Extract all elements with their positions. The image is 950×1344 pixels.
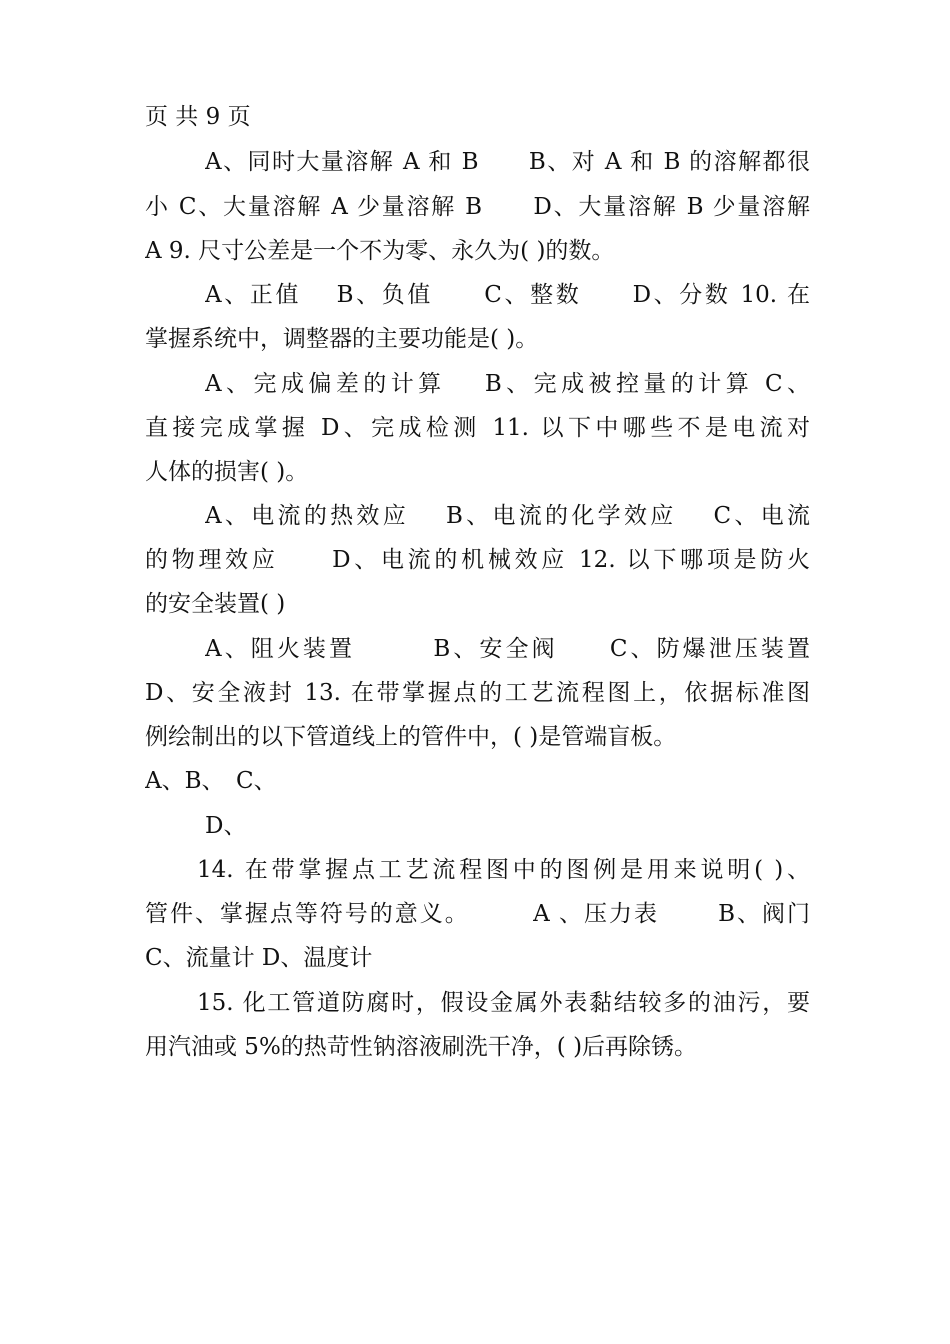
text-line-q11-question: 人体的损害( )。 xyxy=(145,459,309,485)
text-line-q11-options-2: 的物理效应 D、电流的机械效应 12. 以下哪项是防火 xyxy=(145,547,810,573)
text-line-q15-question-2: 用汽油或 5%的热苛性钠溶液刷洗干净，( )后再除锈。 xyxy=(145,1034,698,1060)
text-line-q13-options-2: D、 xyxy=(205,813,247,839)
text-line-q10-question: 掌握系统中，调整器的主要功能是( )。 xyxy=(145,326,539,352)
text-line-q15-question-1: 15. 化工管道防腐时，假设金属外表黏结较多的油污，要 xyxy=(197,990,810,1016)
text-line-q10-options-2: 直接完成掌握 D、完成检测 11. 以下中哪些不是电流对 xyxy=(145,415,810,441)
text-line-q12-options: A、阻火装置 B、安全阀 C、防爆泄压装置 xyxy=(205,636,810,662)
page-indicator: 页 共 9 页 xyxy=(145,104,251,130)
text-line-q13-question-2: 例绘制出的以下管道线上的管件中，( )是管端盲板。 xyxy=(145,724,677,750)
text-line-q14-question-1: 14. 在带掌握点工艺流程图中的图例是用来说明( )、 xyxy=(197,857,810,883)
text-line-q13-options-1: A、B、 C、 xyxy=(145,768,277,794)
text-line-q9-options: A、正值 B、负值 C、整数 D、分数 10. 在 xyxy=(205,282,810,308)
text-line-q13-question-1: D、安全液封 13. 在带掌握点的工艺流程图上，依据标准图 xyxy=(145,680,810,706)
text-line-q14-options: C、流量计 D、温度计 xyxy=(145,945,373,971)
text-line-q9-question: A 9. 尺寸公差是一个不为零、永久为( )的数。 xyxy=(145,238,615,264)
text-line-q12-question: 的安全装置( ) xyxy=(145,591,286,617)
text-line-q11-options-1: A、电流的热效应 B、电流的化学效应 C、电流 xyxy=(205,503,810,529)
text-line-q10-options-1: A、完成偏差的计算 B、完成被控量的计算 C、 xyxy=(205,371,810,397)
text-line-q8-options-2: 小 C、大量溶解 A 少量溶解 B D、大量溶解 B 少量溶解 xyxy=(145,194,810,220)
text-line-q8-options-1: A、同时大量溶解 A 和 B B、对 A 和 B 的溶解都很 xyxy=(205,149,810,175)
text-line-q14-question-2: 管件、掌握点等符号的意义。 A 、压力表 B、阀门 xyxy=(145,901,810,927)
